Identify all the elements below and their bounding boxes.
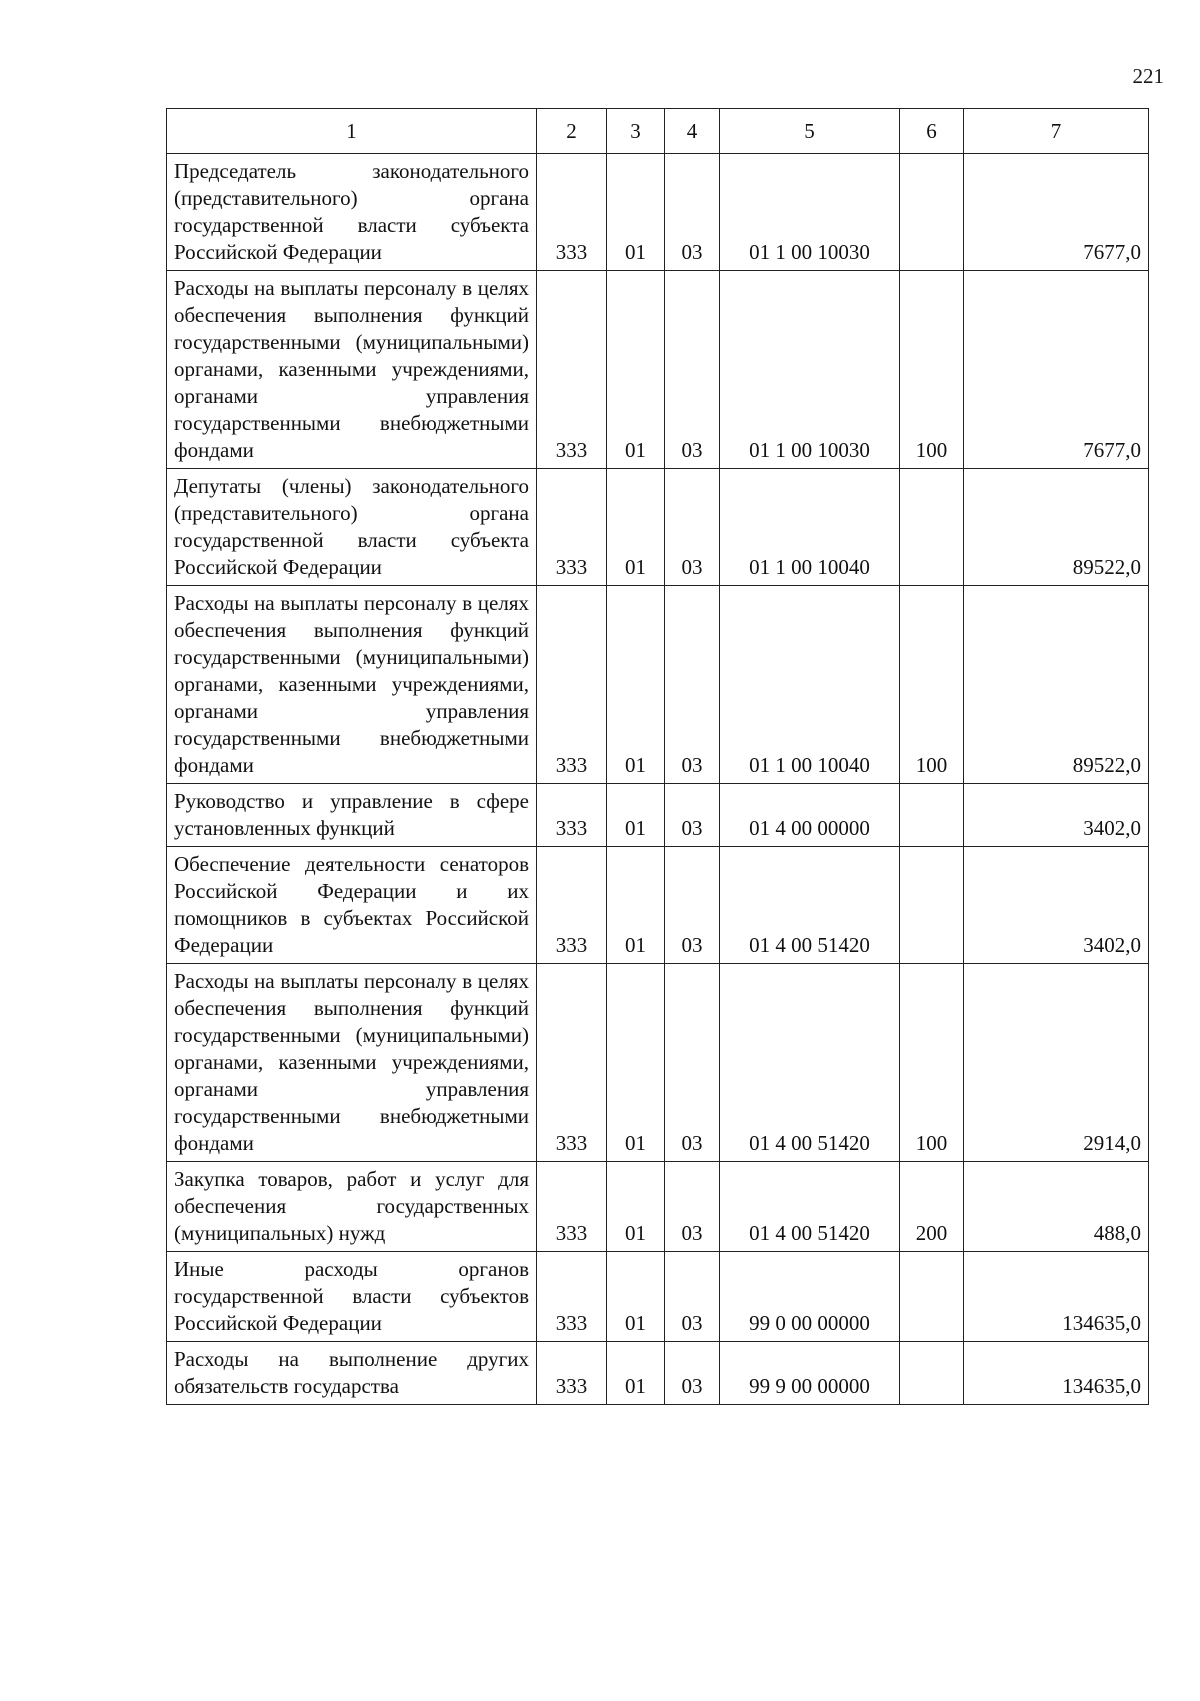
section-code-cell: 01 [607, 154, 665, 271]
section-code-cell: 01 [607, 586, 665, 784]
expense-name-cell: Иные расходы органов государственной власти субъектов Российской Федерации [167, 1252, 537, 1342]
section-code-cell: 01 [607, 1342, 665, 1405]
target-article-cell: 99 0 00 00000 [720, 1252, 900, 1342]
amount-cell: 89522,0 [964, 469, 1149, 586]
subsection-code-cell: 03 [665, 469, 720, 586]
target-article-cell: 01 1 00 10030 [720, 271, 900, 469]
amount-cell: 3402,0 [964, 784, 1149, 847]
section-code-cell: 01 [607, 1162, 665, 1252]
amount-cell: 7677,0 [964, 271, 1149, 469]
amount-cell: 134635,0 [964, 1342, 1149, 1405]
amount-cell: 488,0 [964, 1162, 1149, 1252]
expense-type-cell: 100 [900, 271, 964, 469]
column-header: 6 [900, 109, 964, 154]
expense-type-cell: 100 [900, 964, 964, 1162]
expense-name-cell: Расходы на выполнение других обязательств государства [167, 1342, 537, 1405]
table-row [167, 1342, 1149, 1405]
ministry-code-cell: 333 [537, 964, 607, 1162]
expense-type-cell [900, 1342, 964, 1405]
target-article-cell: 01 1 00 10030 [720, 154, 900, 271]
column-header: 5 [720, 109, 900, 154]
table-row [167, 154, 1149, 271]
amount-cell: 2914,0 [964, 964, 1149, 1162]
expense-name-cell: Руководство и управление в сфере установленных функций [167, 784, 537, 847]
table-row [167, 586, 1149, 784]
section-code-cell: 01 [607, 1252, 665, 1342]
column-header: 2 [537, 109, 607, 154]
table-row [167, 784, 1149, 847]
section-code-cell: 01 [607, 784, 665, 847]
subsection-code-cell: 03 [665, 1162, 720, 1252]
column-header: 7 [964, 109, 1149, 154]
target-article-cell: 01 4 00 51420 [720, 847, 900, 964]
target-article-cell: 01 4 00 51420 [720, 964, 900, 1162]
section-code-cell: 01 [607, 271, 665, 469]
header-row [167, 109, 1149, 154]
expense-name-cell: Закупка товаров, работ и услуг для обеспечения государственных (муниципальных) нужд [167, 1162, 537, 1252]
table-row [167, 1252, 1149, 1342]
section-code-cell: 01 [607, 847, 665, 964]
subsection-code-cell: 03 [665, 964, 720, 1162]
target-article-cell: 99 9 00 00000 [720, 1342, 900, 1405]
column-header: 1 [167, 109, 537, 154]
subsection-code-cell: 03 [665, 586, 720, 784]
ministry-code-cell: 333 [537, 1252, 607, 1342]
amount-cell: 89522,0 [964, 586, 1149, 784]
ministry-code-cell: 333 [537, 469, 607, 586]
subsection-code-cell: 03 [665, 271, 720, 469]
table-row [167, 1162, 1149, 1252]
target-article-cell: 01 4 00 51420 [720, 1162, 900, 1252]
table-row [167, 271, 1149, 469]
column-header: 3 [607, 109, 665, 154]
expense-type-cell [900, 469, 964, 586]
expense-type-cell [900, 154, 964, 271]
amount-cell: 3402,0 [964, 847, 1149, 964]
expense-name-cell: Председатель законодательного (представительного) органа государственной власти субъекта Российской Федерации [167, 154, 537, 271]
ministry-code-cell: 333 [537, 1342, 607, 1405]
subsection-code-cell: 03 [665, 847, 720, 964]
subsection-code-cell: 03 [665, 784, 720, 847]
ministry-code-cell: 333 [537, 784, 607, 847]
expense-type-cell: 100 [900, 586, 964, 784]
table-row [167, 964, 1149, 1162]
ministry-code-cell: 333 [537, 154, 607, 271]
target-article-cell: 01 4 00 00000 [720, 784, 900, 847]
subsection-code-cell: 03 [665, 1252, 720, 1342]
amount-cell: 134635,0 [964, 1252, 1149, 1342]
ministry-code-cell: 333 [537, 1162, 607, 1252]
target-article-cell: 01 1 00 10040 [720, 586, 900, 784]
expense-name-cell: Расходы на выплаты персоналу в целях обеспечения выполнения функций государственными (муниципальными) органами, казенными учреждениями, органами управления государственными внебюджетными фондами [167, 964, 537, 1162]
section-code-cell: 01 [607, 469, 665, 586]
expense-type-cell [900, 847, 964, 964]
expense-type-cell: 200 [900, 1162, 964, 1252]
amount-cell: 7677,0 [964, 154, 1149, 271]
column-header: 4 [665, 109, 720, 154]
expense-name-cell: Обеспечение деятельности сенаторов Российской Федерации и их помощников в субъектах Российской Федерации [167, 847, 537, 964]
ministry-code-cell: 333 [537, 586, 607, 784]
ministry-code-cell: 333 [537, 271, 607, 469]
table-row [167, 847, 1149, 964]
target-article-cell: 01 1 00 10040 [720, 469, 900, 586]
expense-type-cell [900, 1252, 964, 1342]
ministry-code-cell: 333 [537, 847, 607, 964]
subsection-code-cell: 03 [665, 1342, 720, 1405]
budget-table [166, 108, 1149, 1405]
expense-name-cell: Расходы на выплаты персоналу в целях обеспечения выполнения функций государственными (муниципальными) органами, казенными учреждениями, органами управления государственными внебюджетными фондами [167, 271, 537, 469]
expense-type-cell [900, 784, 964, 847]
expense-name-cell: Расходы на выплаты персоналу в целях обеспечения выполнения функций государственными (муниципальными) органами, казенными учреждениями, органами управления государственными внебюджетными фондами [167, 586, 537, 784]
page-number: 221 [1132, 64, 1164, 88]
table-row [167, 469, 1149, 586]
subsection-code-cell: 03 [665, 154, 720, 271]
section-code-cell: 01 [607, 964, 665, 1162]
expense-name-cell: Депутаты (члены) законодательного (представительного) органа государственной власти субъекта Российской Федерации [167, 469, 537, 586]
